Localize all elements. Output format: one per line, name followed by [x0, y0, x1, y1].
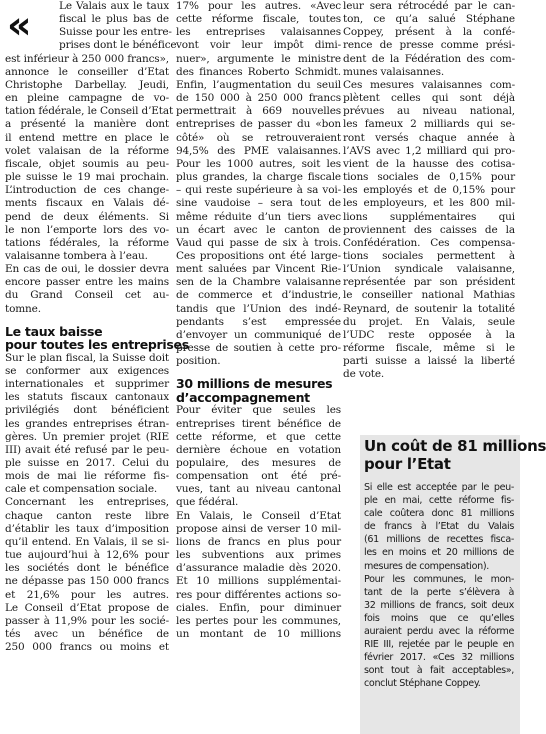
text-line: prises dont le bénéfice: [59, 39, 177, 52]
text-line: annonce le conseiller d’Etat: [5, 65, 169, 78]
text-line: février 2017. «Ces 32 millions: [364, 652, 514, 664]
article-column-1: [5, 0, 189, 654]
text-line: tation fédérale, le Conseil d’Etat: [5, 105, 174, 118]
text-line: qu’il entend. En Valais, il se si-: [5, 535, 169, 548]
text-line: même réduite d’un tiers avec: [176, 210, 341, 223]
text-line: fiscale, objet soumis au peu-: [5, 157, 169, 170]
text-line: en pleine campagne de vo-: [5, 92, 169, 105]
heading-line: pour l’Etat: [364, 455, 451, 473]
text-line: ple suisse le 19 mai prochain.: [5, 171, 169, 184]
text-line: côté» où se retrouveraient: [176, 131, 341, 144]
body-text: [176, 404, 341, 641]
text-line: tant de la perte s’élèvera à: [364, 586, 514, 598]
text-line: l’Union syndicale valaisanne,: [343, 263, 515, 276]
text-line: réforme fiscale, même si le: [343, 342, 515, 355]
text-line: cette réforme fiscale, toutes: [176, 13, 341, 26]
text-line: ments fiscaux en Valais dé-: [5, 197, 169, 210]
text-line: Suisse pour les entre-: [59, 26, 172, 39]
text-line: lions de francs en plus pour: [176, 535, 341, 548]
text-line: Le Conseil d’Etat propose de: [5, 601, 169, 614]
text-line: il entend mettre en place le: [5, 131, 169, 144]
text-line: mesures de compensation).: [364, 560, 489, 572]
text-line: proviennent des caisses de la: [343, 223, 515, 236]
text-line: compensation ont été pré-: [176, 470, 341, 483]
text-line: de francs à l’Etat du Valais: [364, 521, 514, 533]
text-line: de 150 000 à 250 000 francs: [176, 92, 341, 105]
text-line: un écart avec le canton de: [176, 223, 341, 236]
article-column-3: [343, 0, 515, 382]
text-line: En cas de oui, le dossier devra: [5, 263, 169, 276]
text-line: prévues au niveau national,: [343, 105, 515, 118]
text-line: internationales et supprimer: [5, 378, 169, 391]
text-line: fois moins que ce qu’elles: [364, 612, 514, 624]
text-line: dernière échoue en votation: [176, 443, 341, 456]
text-line: En Valais, le Conseil d’Etat: [176, 509, 341, 522]
body-text: [343, 0, 515, 382]
text-line: et 21,6% pour les autres.: [5, 588, 169, 601]
sidebar-box-title: [364, 437, 546, 473]
text-line: d’assurance maladie dès 2020.: [176, 562, 341, 575]
text-line: les subventions aux primes: [176, 549, 341, 562]
text-line: ple en mai, cette réforme fis-: [364, 495, 514, 507]
text-line: les grandes entreprises étran-: [5, 417, 169, 430]
text-line: Et 10 millions supplémentai-: [176, 575, 341, 588]
text-line: Reynard, de soutenir la totalité: [343, 302, 515, 315]
text-line: entreprises tirent bénéfice de: [176, 417, 341, 430]
text-line: encore passer entre les mains: [5, 276, 169, 289]
text-line: Ces propositions ont été large-: [176, 249, 341, 262]
text-line: 32 millions de francs, soit deux: [364, 599, 514, 611]
text-line: sen de la Chambre valaisanne: [176, 276, 341, 289]
text-line: d’établir les taux d’imposition: [5, 522, 169, 535]
article-column-2: [176, 0, 341, 641]
heading-line: d’accompagnement: [176, 389, 310, 405]
text-line: les fameux 2 milliards qui se-: [343, 118, 515, 131]
text-line: représentée par son président: [343, 276, 515, 289]
text-line: pendants s’est empressée: [176, 315, 341, 328]
text-line: cale coûtera donc 81 millions: [364, 508, 514, 520]
body-text: [176, 0, 341, 368]
text-line: Pour éviter que seules les: [176, 404, 341, 417]
text-line: mois de mai lie réforme fis-: [5, 470, 169, 483]
text-line: RIE III, rejetée par le peuple en: [364, 639, 514, 651]
heading-line: Le taux baisse: [5, 323, 103, 339]
text-line: se conformer aux exigences: [5, 364, 169, 377]
text-line: passer à 11,9% pour les socié-: [5, 614, 169, 627]
text-line: (61 millions de recettes fisca-: [364, 534, 514, 546]
text-line: Sur le plan fiscal, la Suisse doit: [5, 351, 169, 364]
text-line: Enfin, l’augmentation du seuil: [176, 78, 341, 91]
text-line: privilégiés dont bénéficient: [5, 404, 169, 417]
subheading: [176, 377, 341, 404]
text-line: tions sociales de 0,15% pour: [343, 171, 515, 184]
text-line: rence de presse comme prési-: [343, 39, 515, 52]
text-line: tions sociales permettent à: [343, 249, 515, 262]
sidebar-box-body: [364, 481, 514, 691]
text-line: de vote.: [343, 368, 385, 381]
text-line: res pour différentes actions so-: [176, 588, 341, 601]
text-line: auraient perdu avec la réforme: [364, 626, 514, 638]
text-line: vient de la hausse des cotisa-: [343, 157, 515, 170]
text-line: sont tout à fait acceptables»,: [364, 665, 514, 677]
text-line: du projet. En Valais, seule: [343, 315, 515, 328]
text-line: ne dépasse pas 150 000 francs: [5, 575, 169, 588]
text-line: presse de soutien à cette pro-: [176, 342, 341, 355]
text-line: Christophe Darbellay. Jeudi,: [5, 78, 169, 91]
text-line: chaque canton reste libre: [5, 509, 169, 522]
text-line: un montant de 10 millions: [176, 628, 341, 641]
text-line: le conseiller national Mathias: [343, 289, 515, 302]
text-line: nuer», argumente le ministre: [176, 52, 341, 65]
text-line: cale et compensation sociale.: [5, 483, 158, 496]
text-line: Si elle est acceptée par le peu-: [364, 482, 514, 493]
text-line: les statuts fiscaux cantonaux: [5, 391, 169, 404]
text-line: tations fédérales, la réforme: [5, 236, 169, 249]
text-line: position.: [176, 355, 221, 368]
text-line: gères. Un premier projet (RIE: [5, 430, 169, 443]
text-line: ton, ce qu’a salué Stéphane: [343, 13, 515, 26]
text-line: les entreprises valaisannes: [176, 26, 341, 39]
text-line: populaire, des mesures de: [176, 457, 341, 469]
text-line: 17% pour les autres. «Avec: [176, 0, 341, 12]
text-line: pend de deux éléments. Si: [5, 210, 169, 223]
heading-line: 30 millions de mesures: [176, 376, 333, 392]
text-line: entreprises de passer du «bon: [176, 118, 341, 131]
text-line: 94,5% des PME valaisannes.: [176, 144, 341, 157]
text-line: l’AVS avec 1,2 milliard qui pro-: [343, 144, 515, 157]
text-line: Ces mesures valaisannes com-: [343, 78, 515, 91]
text-line: permettrait à 669 nouvelles: [176, 105, 341, 118]
text-line: tés avec un bénéfice de: [5, 628, 169, 641]
text-line: – qui reste supérieure à sa voi-: [176, 184, 341, 197]
text-line: les employés et de 0,15% pour: [343, 184, 515, 197]
text-line: lions supplémentaires qui: [343, 210, 515, 223]
text-line: plètent celles qui sont déjà: [343, 92, 515, 105]
text-line: les sociétés dont le bénéfice: [5, 562, 169, 575]
text-line: Le Valais aux le taux: [59, 0, 169, 12]
text-line: est inférieur à 250 000 francs»,: [5, 52, 169, 65]
text-line: les employeurs, et les 800 mil-: [343, 197, 515, 210]
text-line: des finances Roberto Schmidt.: [176, 65, 341, 78]
text-line: cette réforme, et que cette: [176, 430, 341, 443]
text-line: l’UDC reste opposée à la: [343, 328, 515, 341]
text-line: Vaud qui passe de six à trois.: [176, 236, 341, 249]
text-line: valaisanne tombera à l’eau.: [5, 249, 148, 262]
text-line: vont voir leur impôt dimi-: [176, 39, 341, 52]
text-line: leur sera rétrocédé par le can-: [343, 0, 515, 12]
subheading: [5, 323, 189, 353]
text-line: L’introduction de ces change-: [5, 184, 169, 197]
text-line: que fédéral.: [176, 496, 239, 509]
text-line: volet valaisan de la réforme: [5, 144, 169, 157]
text-line: sine vaudoise – sera tout de: [176, 197, 341, 210]
text-line: tandis que l’Union des indé-: [176, 302, 341, 315]
text-line: dent de la Fédération des com-: [343, 52, 515, 65]
heading-line: pour toutes les entreprises: [5, 337, 189, 353]
text-line: ront versés chaque année à: [343, 131, 515, 144]
text-line: Coppey, présent à la confé-: [343, 26, 515, 39]
text-line: les pertes pour les communes,: [176, 614, 341, 627]
text-line: de commerce et d’industrie,: [176, 289, 341, 302]
text-line: 250 000 francs ou moins et: [5, 641, 169, 654]
text-line: le non l’emporte lors des vo-: [5, 223, 169, 236]
text-line: munes valaisannes.: [343, 65, 445, 78]
text-line: parti suisse a laissé la liberté: [343, 355, 515, 368]
text-line: Pour les communes, le mon-: [364, 573, 514, 585]
text-line: Concernant les entreprises,: [5, 496, 169, 509]
text-line: conclut Stéphane Coppey.: [364, 678, 481, 690]
text-line: plus grandes, la charge fiscale: [176, 171, 341, 184]
text-line: Confédération. Ces compensa-: [343, 236, 515, 249]
text-line: ple suisse en 2017. Celui du: [5, 457, 169, 469]
text-line: III) avait été refusé par le peu-: [5, 443, 169, 456]
heading-line: Un coût de 81 millions: [364, 437, 546, 455]
text-line: d’envoyer un communiqué de: [176, 328, 341, 341]
text-line: fiscal le plus bas de: [59, 13, 169, 26]
text-line: tomne.: [5, 302, 41, 315]
lead-lines: [5, 0, 177, 53]
text-line: vues, tant au niveau cantonal: [176, 483, 341, 496]
quote-mark-icon: «: [7, 3, 26, 47]
text-line: ciales. Enfin, pour diminuer: [176, 601, 341, 614]
text-line: les en moins et 20 millions de: [364, 547, 514, 559]
body-text: [5, 352, 169, 655]
body-text: [5, 52, 174, 316]
text-line: ment saluées par Vincent Rie-: [176, 263, 341, 276]
text-line: du Grand Conseil cet au-: [5, 289, 169, 302]
text-line: a présenté la manière dont: [5, 118, 169, 131]
text-line: Pour les 1000 autres, soit les: [176, 157, 341, 170]
text-line: tue aujourd’hui à 12,6% pour: [5, 549, 169, 562]
text-line: propose ainsi de verser 10 mil-: [176, 522, 341, 535]
